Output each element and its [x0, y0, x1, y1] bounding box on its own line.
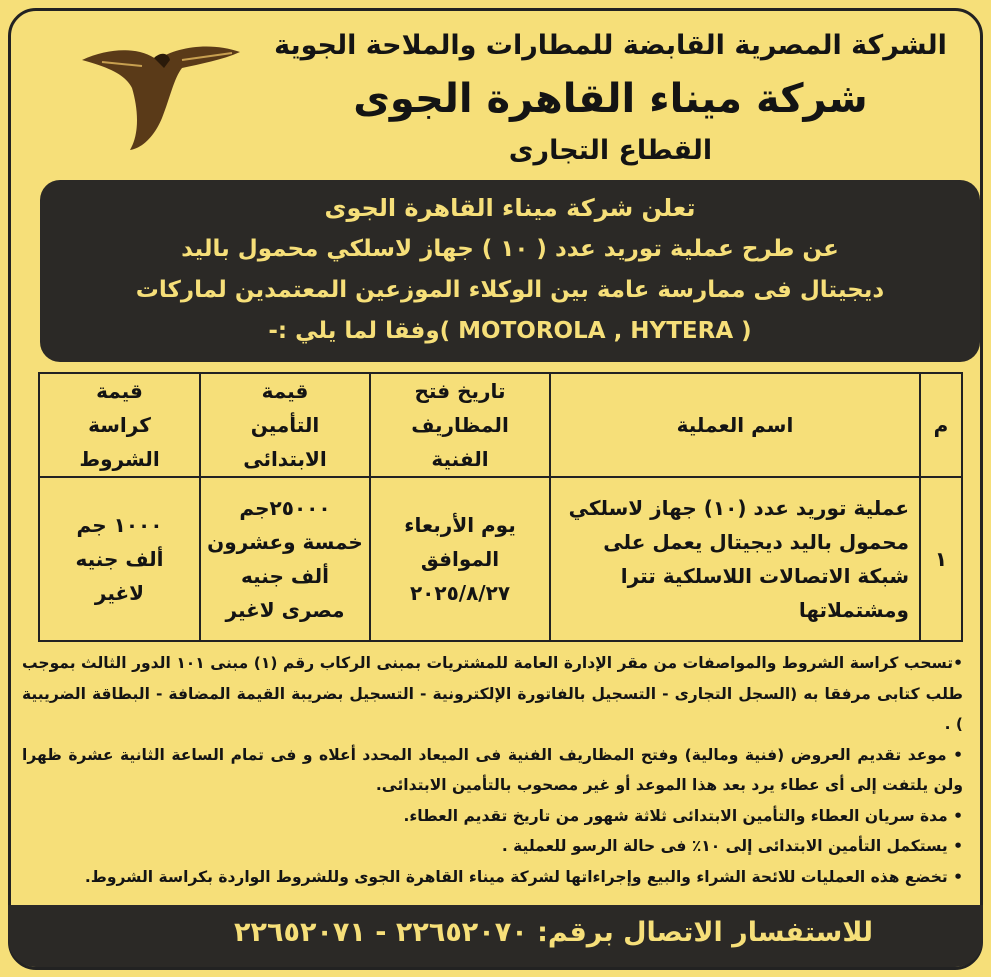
- col-number: م: [920, 373, 962, 477]
- col-opening-date: تاريخ فتح المظاريف الفنية: [370, 373, 550, 477]
- col-insurance: قيمة التأمين الابتدائى: [200, 373, 370, 477]
- condition-item: • تخضع هذه العمليات للائحة الشراء والبيع وإجراءاتها لشركة ميناء القاهرة الجوى وللشروط الواردة بكراسة الشروط.: [84, 867, 963, 886]
- holding-company-name: الشركة المصرية القابضة للمطارات والملاحة الجوية: [274, 30, 947, 61]
- date-line: الموافق: [420, 547, 500, 571]
- announcement-line: تعلن شركة ميناء القاهرة الجوى: [324, 194, 696, 222]
- cell-insurance: [200, 477, 370, 641]
- table-header-row: [39, 373, 962, 477]
- announcement-line: ( MOTOROLA , HYTERA )وفقا لما يلي :-: [268, 318, 752, 344]
- booklet-line: لاغير: [94, 581, 145, 605]
- sector-name: القطاع التجارى: [508, 135, 713, 166]
- date-line: ٢٠٢٥/٨/٢٧: [409, 581, 511, 605]
- insurance-line: مصرى لاغير: [225, 598, 345, 622]
- tender-table: [38, 372, 963, 642]
- col-operation-name: اسم العملية: [550, 373, 920, 477]
- contact-footer: للاستفسار الاتصال برقم: ٢٢٦٥٢٠٧٠ - ٢٢٦٥٢٠٧١: [8, 905, 983, 967]
- cell-number: ١: [920, 477, 962, 641]
- date-line: يوم الأربعاء: [404, 513, 516, 537]
- cell-booklet-price: [39, 477, 200, 641]
- condition-item: • موعد تقديم العروض (فنية ومالية) وفتح المظاريف الفنية فى الميعاد المحدد أعلاه و فى تمام الساعة الثانية عشرة ظهرا ولن يلتفت إلى أى عطاء يرد بعد هذا الموعد أو غير مصحوب بالتأمين الابتدائى.: [22, 745, 963, 794]
- condition-item: •تسحب كراسة الشروط والمواصفات من مقر الإدارة العامة للمشتريات بمبنى الركاب رقم (١) مبنى ١٠١ الدور الثالث بموجب طلب كتابى مرفقا به (السجل التجارى - التسجيل بالفاتورة الإلكترونية - التسجيل بضريبة القيمة المضافة - البطاقة الضريبية ) .: [22, 654, 963, 733]
- announcement-line: عن طرح عملية توريد عدد ( ١٠ ) جهاز لاسلكي محمول باليد: [181, 236, 839, 262]
- announcement-line: ديجيتال فى ممارسة عامة بين الوكلاء الموزعين المعتمدين لماركات: [135, 277, 885, 303]
- cell-opening-date: [370, 477, 550, 641]
- insurance-line: ألف جنيه: [240, 564, 330, 588]
- announcement-box: [40, 180, 980, 362]
- condition-item: • يستكمل التأمين الابتدائى إلى ١٠٪ فى حالة الرسو للعملية .: [501, 837, 963, 855]
- booklet-line: ألف جنيه: [75, 547, 164, 571]
- table-row: [39, 477, 962, 641]
- insurance-line: ٢٥٠٠٠جم: [239, 496, 331, 520]
- booklet-line: ١٠٠٠ جم: [76, 513, 163, 537]
- condition-item: • مدة سريان العطاء والتأمين الابتدائى ثلاثة شهور من تاريخ تقديم العطاء.: [403, 806, 963, 825]
- falcon-logo-icon: [82, 38, 242, 153]
- insurance-line: خمسة وعشرون: [207, 530, 363, 554]
- conditions-list: [22, 648, 963, 892]
- cell-operation-name: عملية توريد عدد (١٠) جهاز لاسلكي محمول باليد ديجيتال يعمل على شبكة الاتصالات اللاسلكية تترا ومشتملاتها: [550, 477, 920, 641]
- company-name: شركة ميناء القاهرة الجوى: [353, 76, 868, 122]
- col-booklet-price: قيمة كراسة الشروط: [39, 373, 200, 477]
